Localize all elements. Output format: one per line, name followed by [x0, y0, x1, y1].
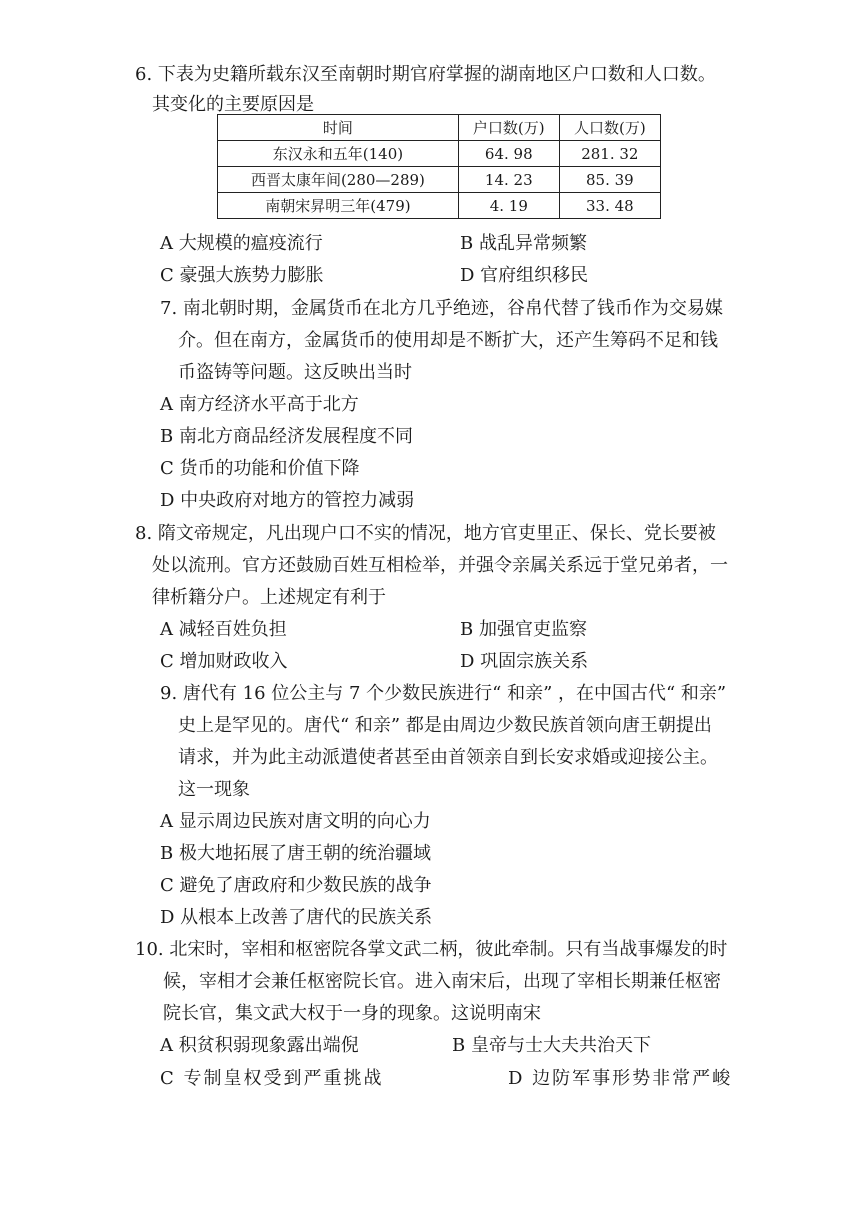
- question-7-option-d[interactable]: D 中央政府对地方的管控力减弱: [160, 490, 415, 511]
- table-cell: 64. 98: [458, 141, 559, 167]
- question-10-option-a[interactable]: A 积贫积弱现象露出端倪: [160, 1035, 359, 1056]
- question-6-option-b[interactable]: B 战乱异常频繁: [460, 233, 587, 254]
- table-row: [218, 167, 661, 193]
- table-row: [218, 141, 661, 167]
- question-9-option-c[interactable]: C 避免了唐政府和少数民族的战争: [160, 875, 432, 896]
- table-header-row: [218, 115, 661, 141]
- table-cell: 南朝宋昇明三年(479): [218, 193, 459, 219]
- question-10-stem-line-3: 院长官，集文武大权于一身的现象。这说明南宋: [163, 1003, 541, 1024]
- question-9-number: 9.: [160, 683, 178, 704]
- question-6-option-c[interactable]: C 豪强大族势力膨胀: [160, 265, 324, 286]
- question-9-option-a[interactable]: A 显示周边民族对唐文明的向心力: [160, 811, 431, 832]
- question-10-stem-line-1: 10. 北宋时，宰相和枢密院各掌文武二柄，彼此牵制。只有当战事爆发的时: [135, 939, 728, 960]
- table-cell: 东汉永和五年(140): [218, 141, 459, 167]
- question-7-number: 7.: [160, 298, 178, 319]
- question-8-option-a[interactable]: A 减轻百姓负担: [160, 619, 287, 640]
- table-cell: 4. 19: [458, 193, 559, 219]
- table-cell: 14. 23: [458, 167, 559, 193]
- question-6-number: 6.: [135, 64, 153, 85]
- question-8-stem-line-2: 处以流刑。官方还鼓励百姓互相检举，并强令亲属关系远于堂兄弟者，一: [152, 555, 728, 576]
- question-8-stem-line-1: 8. 隋文帝规定，凡出现户口不实的情况，地方官吏里正、保长、党长要被: [135, 523, 716, 544]
- table-header: 户口数(万): [458, 115, 559, 141]
- question-7-stem-line-1: 7. 南北朝时期，金属货币在北方几乎绝迹，谷帛代替了钱币作为交易媒: [160, 298, 723, 319]
- question-7-option-b[interactable]: B 南北方商品经济发展程度不同: [160, 426, 413, 447]
- question-6-stem-line-2: 其变化的主要原因是: [152, 94, 314, 115]
- question-8-stem-line-3: 律析籍分户。上述规定有利于: [152, 587, 386, 608]
- question-7-stem-line-3: 币盗铸等问题。这反映出当时: [178, 362, 412, 383]
- question-9-stem-line-4: 这一现象: [178, 779, 250, 800]
- question-8-option-c[interactable]: C 增加财政收入: [160, 651, 288, 672]
- question-9-option-d[interactable]: D 从根本上改善了唐代的民族关系: [160, 907, 433, 928]
- question-8-number: 8.: [135, 523, 153, 544]
- question-8-option-b[interactable]: B 加强官吏监察: [460, 619, 587, 640]
- question-8-option-d[interactable]: D 巩固宗族关系: [460, 651, 589, 672]
- question-10-number: 10.: [135, 939, 164, 960]
- question-7-option-a[interactable]: A 南方经济水平高于北方: [160, 394, 359, 415]
- question-7-option-c[interactable]: C 货币的功能和价值下降: [160, 458, 360, 479]
- question-10-option-d[interactable]: D 边防军事形势非常严峻: [508, 1068, 733, 1089]
- table-cell: 西晋太康年间(280—289): [218, 167, 459, 193]
- table-cell: 281. 32: [559, 141, 660, 167]
- table-row: [218, 193, 661, 219]
- table-header: 人口数(万): [559, 115, 660, 141]
- question-6-stem-line-1: 6. 下表为史籍所载东汉至南朝时期官府掌握的湖南地区户口数和人口数。: [135, 64, 716, 85]
- question-7-stem-line-2: 介。但在南方，金属货币的使用却是不断扩大，还产生筹码不足和钱: [178, 330, 718, 351]
- question-6-option-a[interactable]: A 大规模的瘟疫流行: [160, 233, 323, 254]
- population-table: [217, 114, 661, 219]
- table-cell: 33. 48: [559, 193, 660, 219]
- question-10-stem-line-2: 候，宰相才会兼任枢密院长官。进入南宋后，出现了宰相长期兼任枢密: [163, 971, 721, 992]
- question-9-stem-line-1: 9. 唐代有 16 位公主与 7 个少数民族进行“ 和亲” ，在中国古代“ 和亲”: [160, 683, 727, 704]
- question-9-stem-line-2: 史上是罕见的。唐代“ 和亲” 都是由周边少数民族首领向唐王朝提出: [178, 715, 712, 736]
- question-6-option-d[interactable]: D 官府组织移民: [460, 265, 589, 286]
- question-10-option-b[interactable]: B 皇帝与士大夫共治天下: [452, 1035, 651, 1056]
- question-9-stem-line-3: 请求，并为此主动派遣使者甚至由首领亲自到长安求婚或迎接公主。: [178, 747, 718, 768]
- question-10-option-c[interactable]: C 专制皇权受到严重挑战: [160, 1068, 384, 1089]
- table-header: 时间: [218, 115, 459, 141]
- table-cell: 85. 39: [559, 167, 660, 193]
- question-9-option-b[interactable]: B 极大地拓展了唐王朝的统治疆域: [160, 843, 431, 864]
